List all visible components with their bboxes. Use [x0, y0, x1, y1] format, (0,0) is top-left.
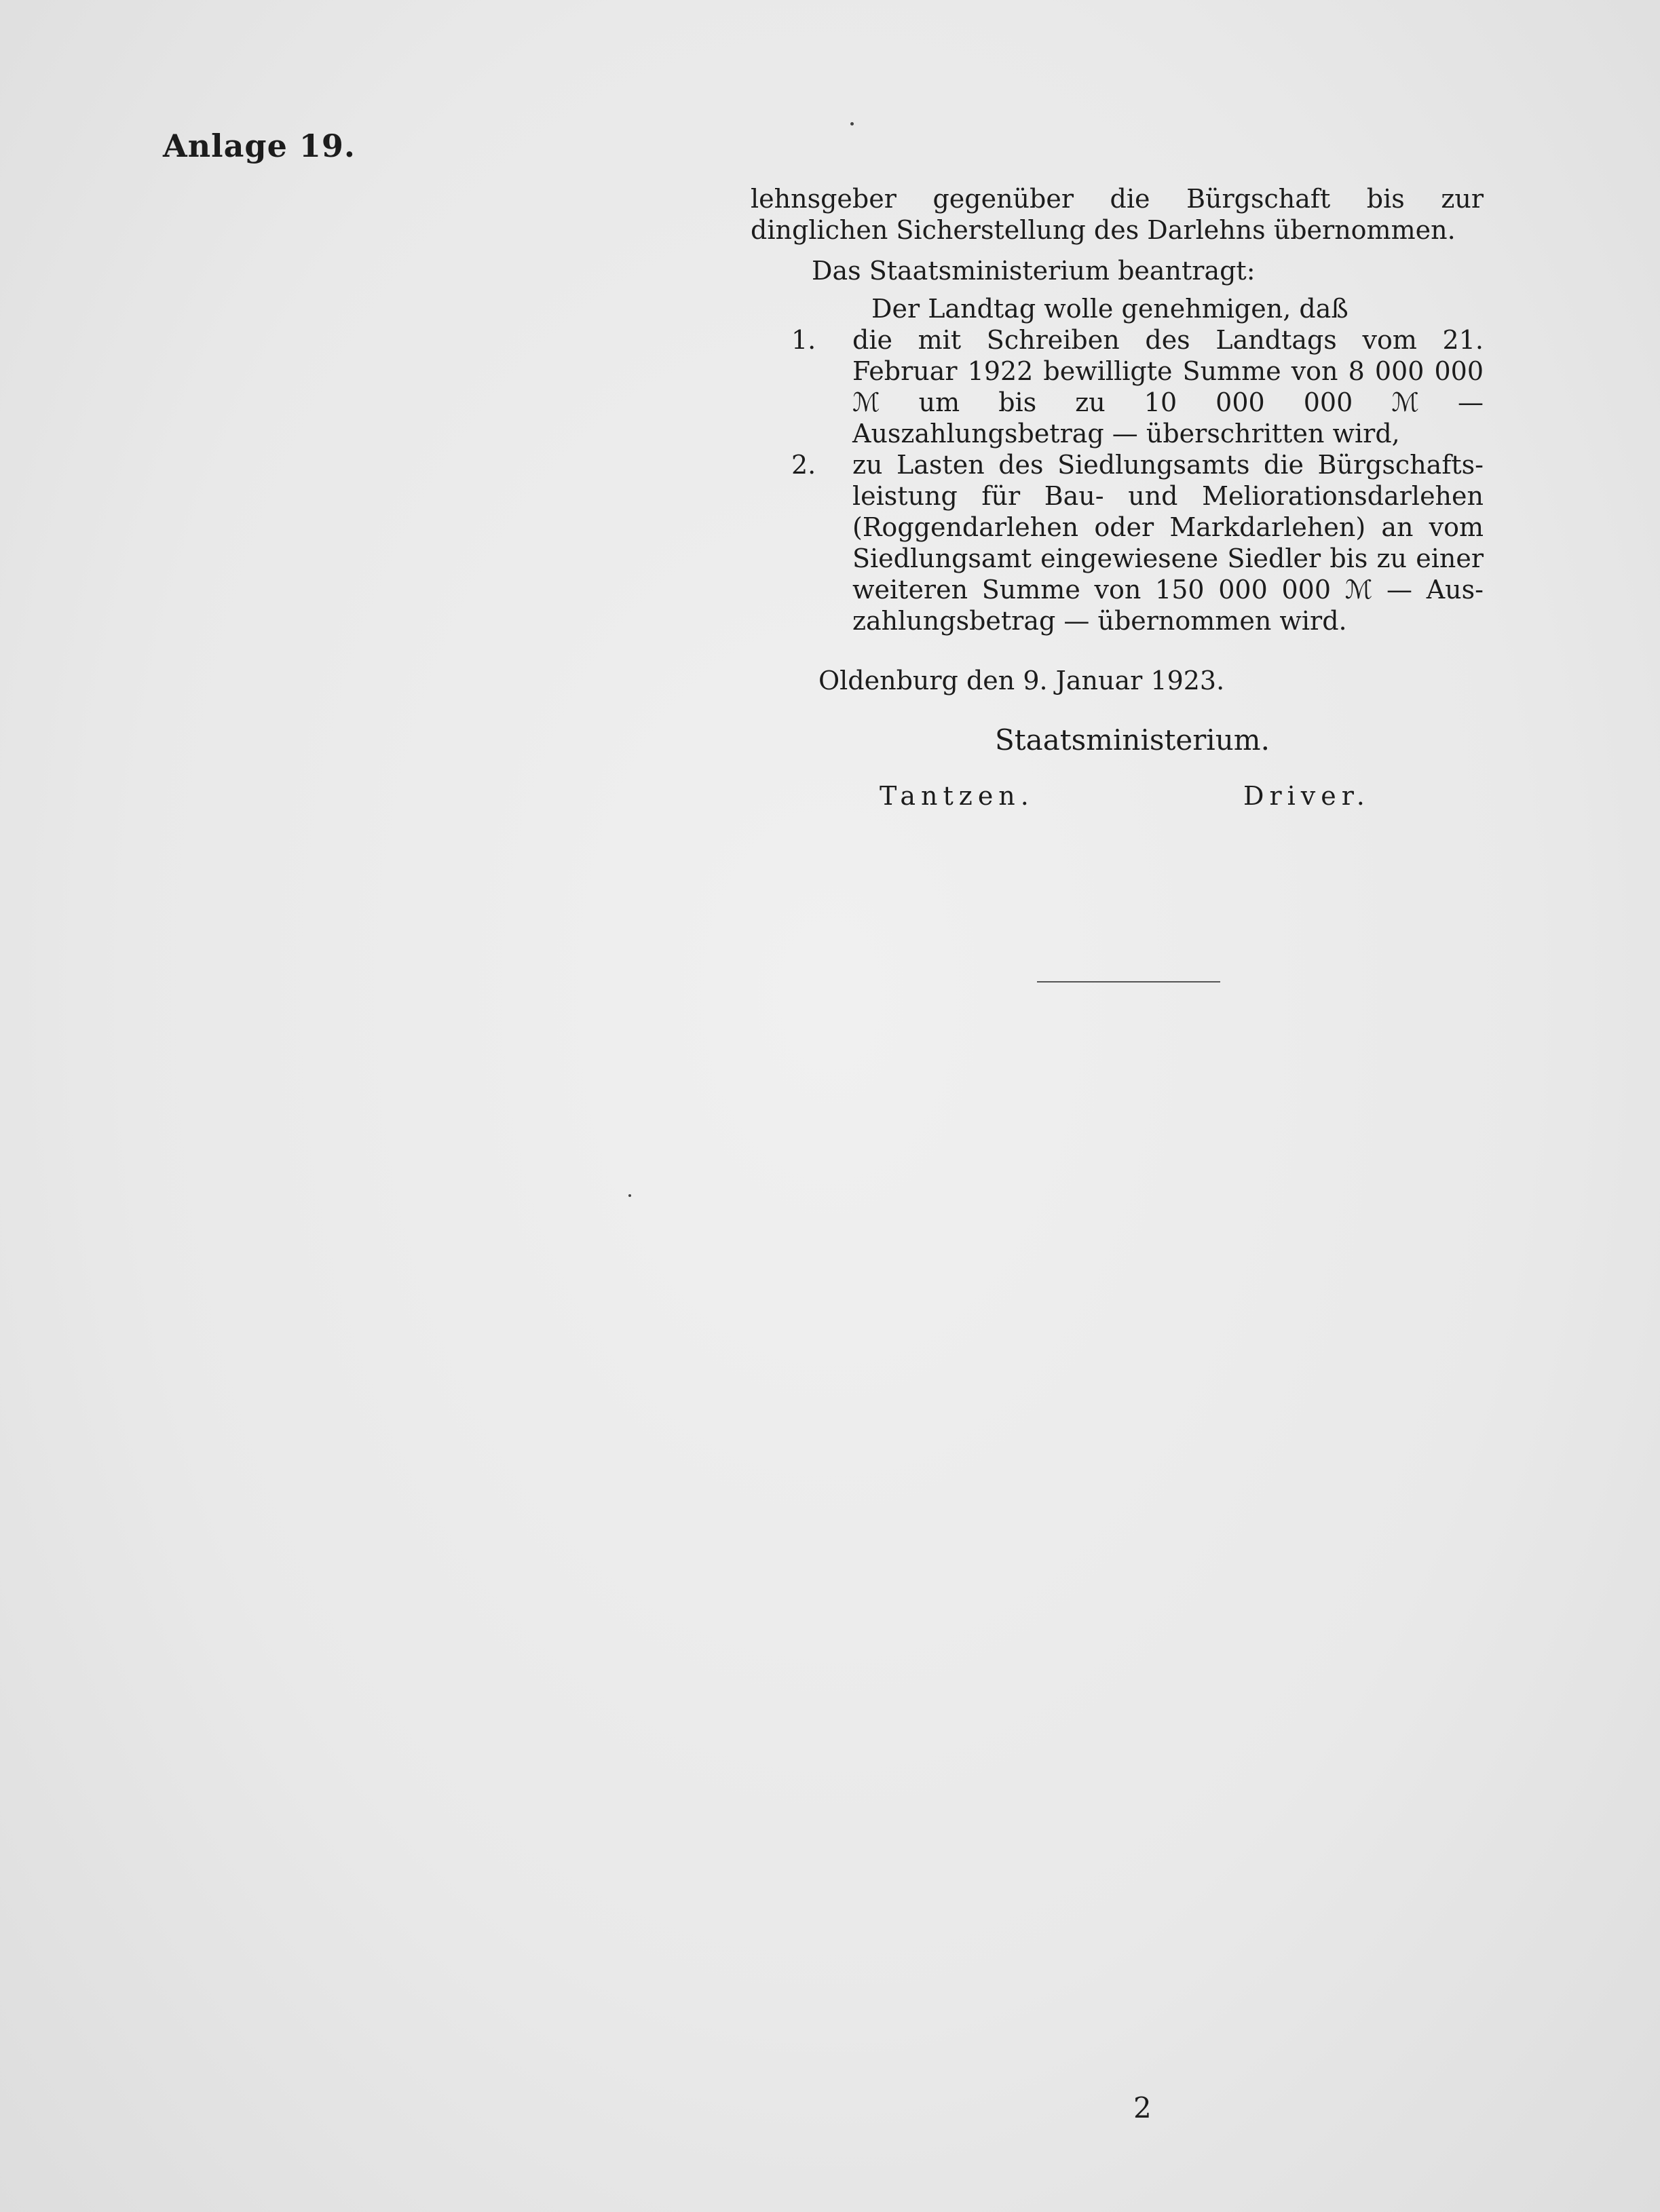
motion-lead: Der Landtag wolle genehmigen, daß: [871, 294, 1348, 324]
closing-divider: [1037, 981, 1220, 983]
ministry-name: Staatsministerium.: [995, 723, 1270, 757]
motion-intro: Das Staatsministerium beantragt:: [812, 256, 1256, 286]
appendix-label: Anlage 19.: [163, 128, 356, 164]
signatory-left: Tantzen.: [880, 781, 1034, 811]
list-item-text: zu Lasten des Siedlungsamts die Bürgschafts-leistung für Bau- und Meliorationsdarlehen (Roggendarlehen oder Markdarlehen) an vom Siedlungsamt eingewiesene Siedler bis zu einer weiteren Summe von 150 000 000 ℳ — Aus-zahlungsbetrag — übernommen wird.: [852, 450, 1484, 636]
place-date: Oldenburg den 9. Januar 1923.: [818, 666, 1225, 695]
list-item: [751, 324, 1484, 449]
page-number: 2: [1133, 2091, 1152, 2124]
list-item-text: die mit Schreiben des Landtags vom 21. Februar 1922 bewilligte Summe von 8 000 000 ℳ um bis zu 10 000 000 ℳ — Auszahlungsbetrag — überschritten wird,: [852, 325, 1484, 449]
list-item-number: 1.: [791, 325, 816, 355]
signatory-right: Driver.: [1243, 781, 1370, 811]
motion-list: [751, 324, 1484, 636]
print-speck: [628, 1194, 631, 1197]
document-body: [751, 183, 1484, 814]
list-item: [751, 449, 1484, 636]
signatures: [751, 780, 1484, 814]
print-speck: [850, 122, 854, 126]
continuation-paragraph: lehnsgeber gegenüber die Bürgschaft bis zur dinglichen Sicherstellung des Darlehns übernommen.: [751, 184, 1484, 245]
list-item-number: 2.: [791, 450, 816, 480]
